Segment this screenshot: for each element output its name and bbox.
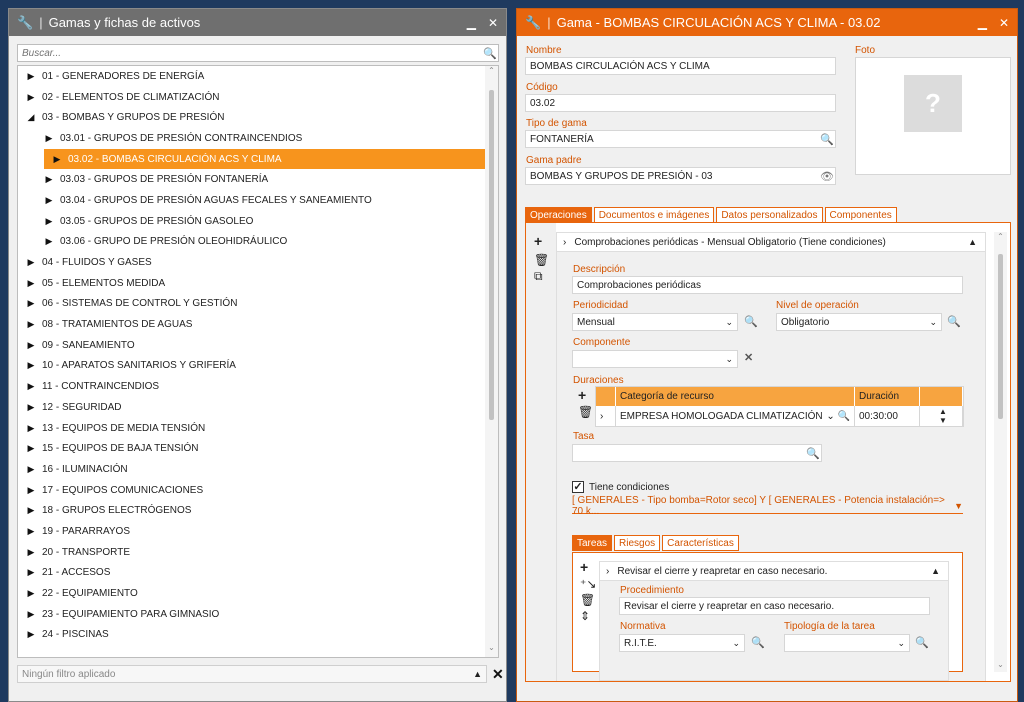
procedimiento-field[interactable] bbox=[619, 597, 930, 615]
codigo-field[interactable] bbox=[525, 94, 836, 112]
clear-icon[interactable]: ✕ bbox=[744, 352, 754, 364]
tipologia-label: Tipología de la tarea bbox=[784, 621, 875, 632]
tree-node[interactable] bbox=[18, 521, 486, 542]
tree-node[interactable] bbox=[18, 604, 486, 625]
gama-padre-label: Gama padre bbox=[526, 155, 582, 166]
collapsed-arrow-icon[interactable]: ▶ bbox=[27, 588, 35, 599]
trash-icon[interactable]: 🗑 bbox=[578, 405, 594, 419]
collapsed-arrow-icon[interactable]: ▶ bbox=[27, 484, 35, 495]
tree-panel bbox=[17, 65, 499, 658]
add-task-icon[interactable]: + bbox=[580, 559, 589, 575]
search-box bbox=[17, 44, 499, 62]
nombre-field[interactable] bbox=[525, 57, 836, 75]
tab-caracteristicas[interactable]: Características bbox=[662, 535, 739, 551]
col-duracion[interactable]: Duración bbox=[855, 387, 920, 406]
tree-node-label: 03.02 - BOMBAS CIRCULACIÓN ACS Y CLIMA bbox=[68, 153, 282, 165]
gamas-tree bbox=[18, 66, 486, 645]
tipo-gama-label: Tipo de gama bbox=[526, 118, 587, 129]
condiciones-text: [ GENERALES - Tipo bomba=Rotor seco] Y [ GENERALES - Potencia instalación=> 70 k... bbox=[572, 495, 945, 517]
scroll-up-icon[interactable]: ⌃ bbox=[997, 232, 1004, 241]
gama-window bbox=[516, 8, 1018, 702]
chevron-right-icon[interactable]: › bbox=[606, 565, 610, 577]
tree-node-label: 10 - APARATOS SANITARIOS Y GRIFERÍA bbox=[42, 360, 236, 372]
scroll-down-icon[interactable]: ⌄ bbox=[488, 643, 495, 652]
minimize-icon[interactable]: ▁ bbox=[466, 15, 476, 30]
nombre-label: Nombre bbox=[526, 45, 562, 56]
tree-node[interactable] bbox=[18, 542, 486, 563]
left-titlebar[interactable] bbox=[9, 9, 506, 36]
tab-componentes[interactable]: Componentes bbox=[825, 207, 897, 223]
tree-node[interactable] bbox=[18, 335, 486, 356]
collapsed-arrow-icon[interactable]: ▶ bbox=[27, 277, 35, 288]
duraciones-grid bbox=[595, 386, 964, 427]
tipologia-select[interactable] bbox=[784, 634, 910, 652]
collapsed-arrow-icon[interactable]: ▶ bbox=[27, 443, 35, 454]
foto-label: Foto bbox=[855, 45, 876, 56]
tree-scrollbar[interactable] bbox=[485, 66, 498, 657]
triangle-up-icon[interactable]: ▲ bbox=[968, 237, 977, 247]
clear-filter-icon[interactable]: ✕ bbox=[492, 666, 504, 682]
procedimiento-value: Revisar el cierre y reapretar en caso necesario. bbox=[624, 600, 835, 612]
main-tabs bbox=[525, 207, 897, 223]
chevron-down-icon: ⌄ bbox=[732, 637, 740, 648]
search-icon[interactable]: 🔍 bbox=[915, 637, 929, 649]
tree-node[interactable] bbox=[18, 87, 486, 108]
normativa-label: Normativa bbox=[620, 621, 666, 632]
search-icon[interactable]: 🔍 bbox=[947, 316, 961, 328]
tree-node[interactable] bbox=[18, 583, 486, 604]
trash-icon[interactable]: 🗑 bbox=[534, 253, 550, 267]
tree-node-label: 20 - TRANSPORTE bbox=[42, 546, 130, 558]
tree-node-label: 11 - CONTRAINCENDIOS bbox=[42, 381, 160, 393]
right-titlebar[interactable] bbox=[517, 9, 1017, 36]
tree-node[interactable] bbox=[18, 232, 486, 253]
tree-node-label: 04 - FLUIDOS Y GASES bbox=[42, 257, 152, 269]
duraciones-label: Duraciones bbox=[573, 375, 624, 386]
scroll-thumb[interactable] bbox=[998, 254, 1003, 419]
filter-bar bbox=[17, 665, 487, 683]
nombre-value: BOMBAS CIRCULACIÓN ACS Y CLIMA bbox=[530, 60, 710, 72]
operation-card bbox=[556, 232, 986, 682]
tree-node-label: 23 - EQUIPAMIENTO PARA GIMNASIO bbox=[42, 608, 220, 620]
collapsed-arrow-icon[interactable]: ▶ bbox=[45, 215, 53, 226]
task-card bbox=[599, 561, 949, 681]
tree-node-label: 09 - SANEAMIENTO bbox=[42, 339, 135, 351]
tree-node-label: 18 - GRUPOS ELECTRÓGENOS bbox=[42, 505, 192, 517]
title-separator: | bbox=[39, 15, 43, 30]
scroll-thumb[interactable] bbox=[489, 90, 494, 420]
search-icon[interactable]: 🔍 bbox=[483, 47, 497, 60]
nivel-value: Obligatorio bbox=[781, 316, 830, 328]
triangle-down-icon[interactable]: ▼ bbox=[954, 501, 963, 511]
periodicidad-select[interactable] bbox=[572, 313, 738, 331]
tipo-gama-value: FONTANERÍA bbox=[530, 133, 594, 145]
collapsed-arrow-icon[interactable]: ▶ bbox=[27, 463, 35, 474]
operation-header[interactable] bbox=[557, 233, 985, 252]
collapsed-arrow-icon[interactable]: ▶ bbox=[45, 174, 53, 185]
add-duration-icon[interactable]: + bbox=[578, 387, 587, 403]
operation-title: Comprobaciones periódicas - Mensual Obligatorio (Tiene condiciones) bbox=[574, 236, 886, 248]
collapsed-arrow-icon[interactable]: ▶ bbox=[27, 298, 35, 309]
tasks-panel bbox=[572, 552, 963, 672]
tab-operaciones[interactable]: Operaciones bbox=[525, 207, 592, 223]
collapsed-arrow-icon[interactable]: ▶ bbox=[27, 505, 35, 516]
tree-node-label: 03 - BOMBAS Y GRUPOS DE PRESIÓN bbox=[42, 112, 225, 124]
tree-node-label: 15 - EQUIPOS DE BAJA TENSIÓN bbox=[42, 443, 199, 455]
collapsed-arrow-icon[interactable]: ▶ bbox=[27, 608, 35, 619]
chevron-down-icon: ⌄ bbox=[929, 316, 937, 327]
trash-icon[interactable]: 🗑 bbox=[580, 593, 596, 607]
scroll-down-icon[interactable]: ⌄ bbox=[997, 660, 1004, 669]
tree-node[interactable] bbox=[18, 294, 486, 315]
collapsed-arrow-icon[interactable]: ▶ bbox=[27, 91, 35, 102]
tree-node-label: 21 - ACCESOS bbox=[42, 567, 111, 579]
operations-toolbar bbox=[526, 223, 556, 681]
copy-icon[interactable]: ⧉ bbox=[534, 269, 543, 283]
foto-box[interactable] bbox=[855, 57, 1011, 175]
periodicidad-value: Mensual bbox=[577, 316, 615, 328]
periodicidad-label: Periodicidad bbox=[573, 300, 629, 311]
procedimiento-label: Procedimiento bbox=[620, 585, 684, 596]
tree-node[interactable] bbox=[18, 480, 486, 501]
tree-node-label: 01 - GENERADORES DE ENERGÍA bbox=[42, 70, 205, 82]
chevron-down-icon: ⌄ bbox=[897, 637, 905, 648]
tree-node[interactable] bbox=[18, 273, 486, 294]
tree-node-label: 06 - SISTEMAS DE CONTROL Y GESTIÓN bbox=[42, 298, 238, 310]
left-window-title: Gamas y fichas de activos bbox=[48, 15, 201, 30]
eye-icon[interactable]: 👁 bbox=[820, 170, 834, 183]
grid-header bbox=[596, 387, 963, 406]
codigo-label: Código bbox=[526, 82, 558, 93]
add-subtask-icon[interactable]: ⁺↘ bbox=[580, 577, 597, 591]
chevron-down-icon: ⌄ bbox=[725, 353, 733, 364]
collapsed-arrow-icon[interactable]: ▶ bbox=[27, 401, 35, 412]
collapsed-arrow-icon[interactable]: ▶ bbox=[27, 339, 35, 350]
tree-node[interactable] bbox=[18, 376, 486, 397]
collapsed-arrow-icon[interactable]: ▶ bbox=[27, 381, 35, 392]
tree-node-label: 13 - EQUIPOS DE MEDIA TENSIÓN bbox=[42, 422, 206, 434]
tree-node[interactable] bbox=[18, 438, 486, 459]
collapsed-arrow-icon[interactable]: ▶ bbox=[27, 546, 35, 557]
tree-node[interactable] bbox=[18, 356, 486, 377]
expanded-arrow-icon[interactable]: ◢ bbox=[27, 112, 35, 123]
right-window-title: Gama - BOMBAS CIRCULACIÓN ACS Y CLIMA - 03.02 bbox=[556, 15, 881, 30]
tab-riesgos[interactable]: Riesgos bbox=[614, 535, 660, 551]
componente-label: Componente bbox=[573, 337, 631, 348]
collapsed-arrow-icon[interactable]: ▶ bbox=[27, 257, 35, 268]
gamas-window bbox=[8, 8, 507, 702]
tree-node[interactable] bbox=[18, 190, 486, 211]
tree-node[interactable] bbox=[18, 418, 486, 439]
col-categoria[interactable]: Categoría de recurso bbox=[616, 387, 855, 406]
collapsed-arrow-icon[interactable]: ▶ bbox=[53, 153, 61, 164]
search-icon[interactable]: 🔍 bbox=[820, 133, 834, 146]
tiene-condiciones-label: Tiene condiciones bbox=[589, 482, 670, 493]
chevron-right-icon[interactable]: › bbox=[563, 236, 567, 248]
tree-node[interactable] bbox=[44, 149, 495, 170]
operations-panel bbox=[525, 222, 1011, 682]
tree-node-label: 17 - EQUIPOS COMUNICACIONES bbox=[42, 484, 204, 496]
search-icon[interactable]: 🔍 bbox=[806, 447, 820, 460]
tree-node[interactable] bbox=[18, 500, 486, 521]
collapsed-arrow-icon[interactable]: ▶ bbox=[27, 422, 35, 433]
duracion-cell[interactable] bbox=[855, 406, 920, 426]
tree-node-label: 03.05 - GRUPOS DE PRESIÓN GASOLEO bbox=[60, 215, 254, 227]
search-icon[interactable]: 🔍 bbox=[751, 637, 765, 649]
nivel-select[interactable] bbox=[776, 313, 942, 331]
tree-node-label: 19 - PARARRAYOS bbox=[42, 525, 130, 537]
add-icon[interactable]: + bbox=[534, 233, 543, 249]
filter-status-text: Ningún filtro aplicado bbox=[22, 668, 116, 680]
tree-node[interactable] bbox=[18, 169, 486, 190]
task-title: Revisar el cierre y reapretar en caso necesario. bbox=[617, 565, 828, 577]
wrench-icon: 🔧 bbox=[525, 14, 542, 30]
tree-node[interactable] bbox=[18, 314, 486, 335]
tiene-condiciones-checkbox[interactable]: ✓ bbox=[573, 481, 583, 493]
collapsed-arrow-icon[interactable]: ▶ bbox=[27, 319, 35, 330]
collapsed-arrow-icon[interactable]: ▶ bbox=[27, 629, 35, 640]
chevron-down-icon: ⌄ bbox=[725, 316, 733, 327]
tree-node[interactable] bbox=[18, 563, 486, 584]
chevron-right-icon[interactable]: › bbox=[596, 406, 616, 426]
condiciones-link[interactable] bbox=[572, 495, 963, 517]
tree-node[interactable] bbox=[18, 252, 486, 273]
tree-node-label: 02 - ELEMENTOS DE CLIMATIZACIÓN bbox=[42, 91, 220, 103]
tab-documentos[interactable]: Documentos e imágenes bbox=[594, 207, 715, 223]
search-icon[interactable]: 🔍 bbox=[744, 316, 758, 328]
collapsed-arrow-icon[interactable]: ▶ bbox=[27, 567, 35, 578]
descripcion-field[interactable] bbox=[572, 276, 963, 294]
minimize-icon[interactable]: ▁ bbox=[977, 15, 987, 30]
nivel-label: Nivel de operación bbox=[776, 300, 859, 311]
tree-node-label: 03.06 - GRUPO DE PRESIÓN OLEOHIDRÁULICO bbox=[60, 236, 288, 248]
tab-datos-personalizados[interactable]: Datos personalizados bbox=[716, 207, 822, 223]
categoria-value: EMPRESA HOMOLOGADA CLIMATIZACIÓN bbox=[620, 410, 823, 422]
tree-node-label: 24 - PISCINAS bbox=[42, 629, 109, 641]
tree-node-label: 03.03 - GRUPOS DE PRESIÓN FONTANERÍA bbox=[60, 174, 269, 186]
tree-node-label: 03.04 - GRUPOS DE PRESIÓN AGUAS FECALES Y SANEAMIENTO bbox=[60, 194, 372, 206]
close-icon[interactable]: ✕ bbox=[487, 15, 498, 30]
operations-scrollbar[interactable] bbox=[994, 232, 1007, 672]
tree-node-label: 08 - TRATAMIENTOS DE AGUAS bbox=[42, 319, 193, 331]
gama-padre-value: BOMBAS Y GRUPOS DE PRESIÓN - 03 bbox=[530, 170, 713, 182]
tree-node-label: 05 - ELEMENTOS MEDIDA bbox=[42, 277, 166, 289]
tree-node[interactable] bbox=[18, 211, 486, 232]
duracion-value: 00:30:00 bbox=[859, 410, 898, 422]
tree-node[interactable] bbox=[18, 397, 486, 418]
normativa-select[interactable] bbox=[619, 634, 745, 652]
scroll-up-icon[interactable]: ⌃ bbox=[488, 66, 495, 75]
wrench-icon: 🔧 bbox=[17, 14, 34, 30]
task-header[interactable] bbox=[600, 562, 948, 581]
title-separator: | bbox=[547, 15, 551, 30]
tree-node[interactable] bbox=[18, 625, 486, 646]
collapsed-arrow-icon[interactable]: ▶ bbox=[27, 70, 35, 81]
col-spacer bbox=[920, 387, 963, 406]
reorder-icon[interactable]: ⇕ bbox=[580, 609, 591, 623]
tree-node-label: 03.01 - GRUPOS DE PRESIÓN CONTRAINCENDIOS bbox=[60, 132, 303, 144]
collapsed-arrow-icon[interactable]: ▶ bbox=[27, 360, 35, 371]
tree-node[interactable] bbox=[18, 459, 486, 480]
chevron-down-icon[interactable]: ⌄ 🔍 bbox=[826, 410, 850, 422]
tree-node[interactable] bbox=[18, 128, 486, 149]
gama-padre-field[interactable] bbox=[525, 167, 836, 185]
codigo-value: 03.02 bbox=[530, 97, 556, 109]
grid-corner bbox=[596, 387, 616, 406]
tab-tareas[interactable]: Tareas bbox=[572, 535, 612, 551]
table-row[interactable] bbox=[596, 406, 963, 426]
componente-select[interactable] bbox=[572, 350, 738, 368]
tree-node-label: 12 - SEGURIDAD bbox=[42, 401, 122, 413]
categoria-cell[interactable] bbox=[616, 406, 855, 426]
collapsed-arrow-icon[interactable]: ▶ bbox=[27, 525, 35, 536]
normativa-value: R.I.T.E. bbox=[624, 637, 657, 649]
tree-node-label: 16 - ILUMINACIÓN bbox=[42, 463, 128, 475]
triangle-up-icon[interactable]: ▲ bbox=[473, 669, 482, 679]
descripcion-value: Comprobaciones periódicas bbox=[577, 279, 701, 291]
descripcion-label: Descripción bbox=[573, 264, 626, 275]
sub-tabs bbox=[572, 535, 739, 551]
collapsed-arrow-icon[interactable]: ▶ bbox=[45, 194, 53, 205]
collapsed-arrow-icon[interactable]: ▶ bbox=[45, 236, 53, 247]
tasa-field[interactable] bbox=[572, 444, 822, 462]
triangle-up-icon[interactable]: ▲ bbox=[931, 566, 940, 576]
tipo-gama-field[interactable] bbox=[525, 130, 836, 148]
close-icon[interactable]: ✕ bbox=[998, 15, 1009, 30]
search-input[interactable] bbox=[18, 48, 482, 59]
tree-node[interactable] bbox=[18, 107, 486, 128]
tasa-label: Tasa bbox=[573, 431, 595, 442]
duration-spinner[interactable]: ▲ ▼ bbox=[920, 406, 963, 426]
collapsed-arrow-icon[interactable]: ▶ bbox=[45, 132, 53, 143]
tree-node-label: 22 - EQUIPAMIENTO bbox=[42, 588, 138, 600]
image-placeholder-icon: ? bbox=[904, 75, 962, 132]
tree-node[interactable] bbox=[18, 66, 486, 87]
